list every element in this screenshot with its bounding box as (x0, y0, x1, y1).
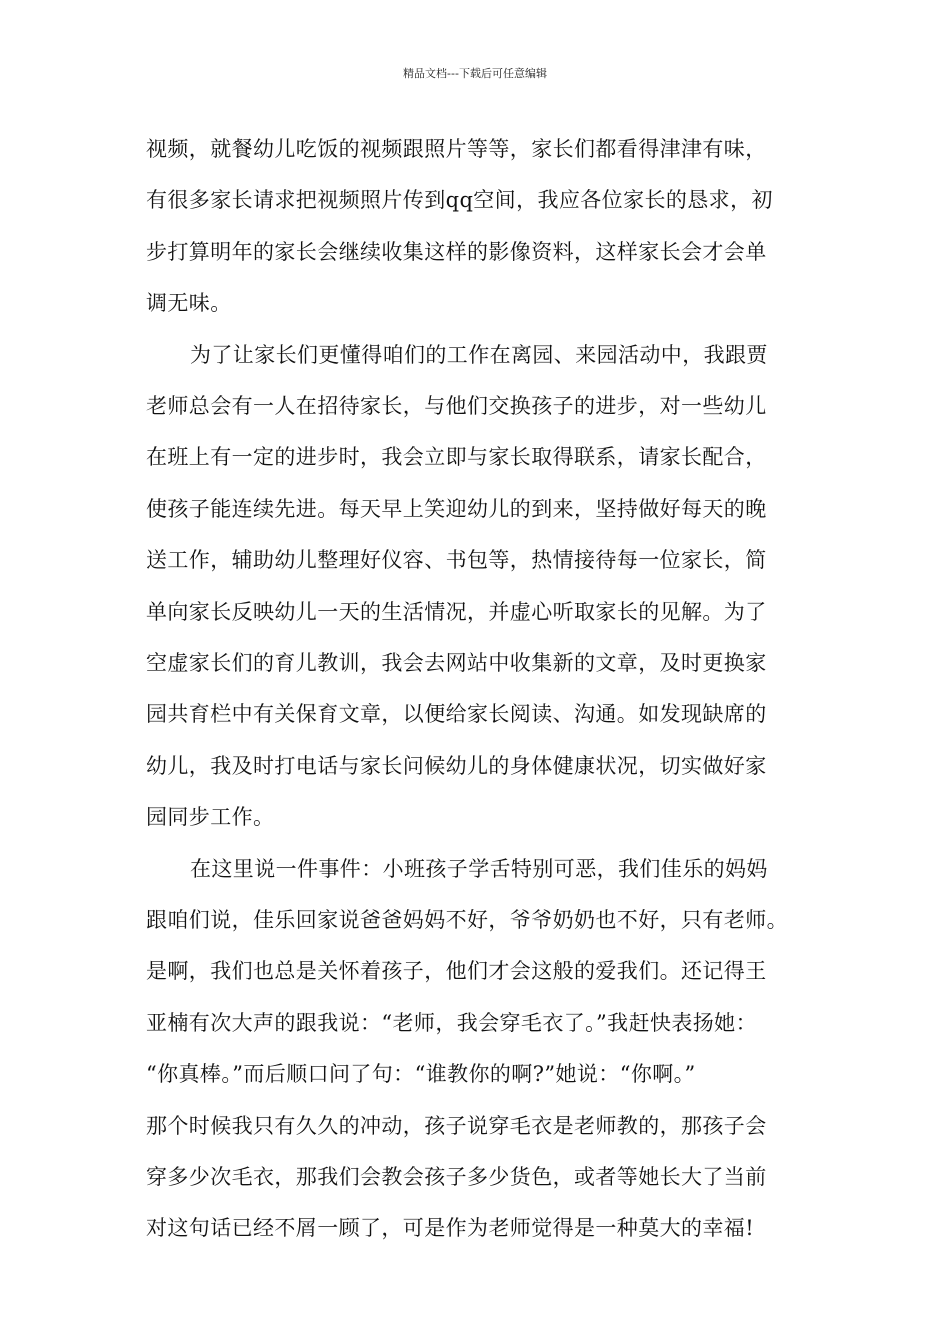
text-line: 为了让家长们更懂得咱们的工作在离园、来园活动中，我跟贾 (190, 342, 768, 367)
text-line: 是啊，我们也总是关怀着孩子，他们才会这般的爱我们。还记得王 (146, 959, 767, 984)
page-header: 精品文档---下载后可任意编辑 (403, 67, 547, 80)
text-line: 在班上有一定的进步时，我会立即与家长取得联系，请家长配合， (146, 445, 767, 470)
text-line: 调无味。 (146, 291, 232, 316)
text-line: 园同步工作。 (146, 805, 275, 830)
text-line: 有很多家长请求把视频照片传到qq空间，我应各位家长的恳求，初 (146, 188, 773, 213)
text-line: 对这句话已经不屑一顾了，可是作为老师觉得是一种莫大的幸福! (146, 1216, 755, 1241)
text-line: 步打算明年的家长会继续收集这样的影像资料，这样家长会才会单 (146, 239, 767, 264)
text-line: 亚楠有次大声的跟我说：“老师，我会穿毛衣了。”我赶快表扬她： (146, 1010, 757, 1035)
text-line: 空虚家长们的育儿教训，我会去网站中收集新的文章，及时更换家 (146, 651, 767, 675)
text-line: 视频，就餐幼儿吃饭的视频跟照片等等，家长们都看得津津有味， (146, 137, 767, 161)
text-line: 跟咱们说，佳乐回家说爸爸妈妈不好，爷爷奶奶也不好，只有老师。 (146, 908, 788, 932)
text-line: 单向家长反映幼儿一天的生活情况，并虚心听取家长的见解。为了 (146, 599, 767, 624)
text-line: 使孩子能连续先进。每天早上笑迎幼儿的到来，坚持做好每天的晚 (146, 496, 767, 521)
text-line: 在这里说一件事件：小班孩子学舌特别可恶，我们佳乐的妈妈 (190, 856, 768, 881)
text-line: 送工作，辅助幼儿整理好仪容、书包等，热情接待每一位家长，简 (146, 548, 767, 573)
text-line: “你真棒。”而后顺口问了句：“谁教你的啊?”她说：“你啊。” (146, 1062, 696, 1087)
text-line: 幼儿，我及时打电话与家长问候幼儿的身体健康状况，切实做好家 (146, 753, 767, 778)
text-line: 穿多少次毛衣，那我们会教会孩子多少货色，或者等她长大了当前 (146, 1165, 767, 1189)
text-line: 老师总会有一人在招待家长，与他们交换孩子的进步，对一些幼儿 (146, 394, 767, 418)
text-line: 园共育栏中有关保育文章，以便给家长阅读、沟通。如发现缺席的 (146, 702, 767, 727)
text-line: 那个时候我只有久久的冲动，孩子说穿毛衣是老师教的，那孩子会 (146, 1113, 767, 1138)
